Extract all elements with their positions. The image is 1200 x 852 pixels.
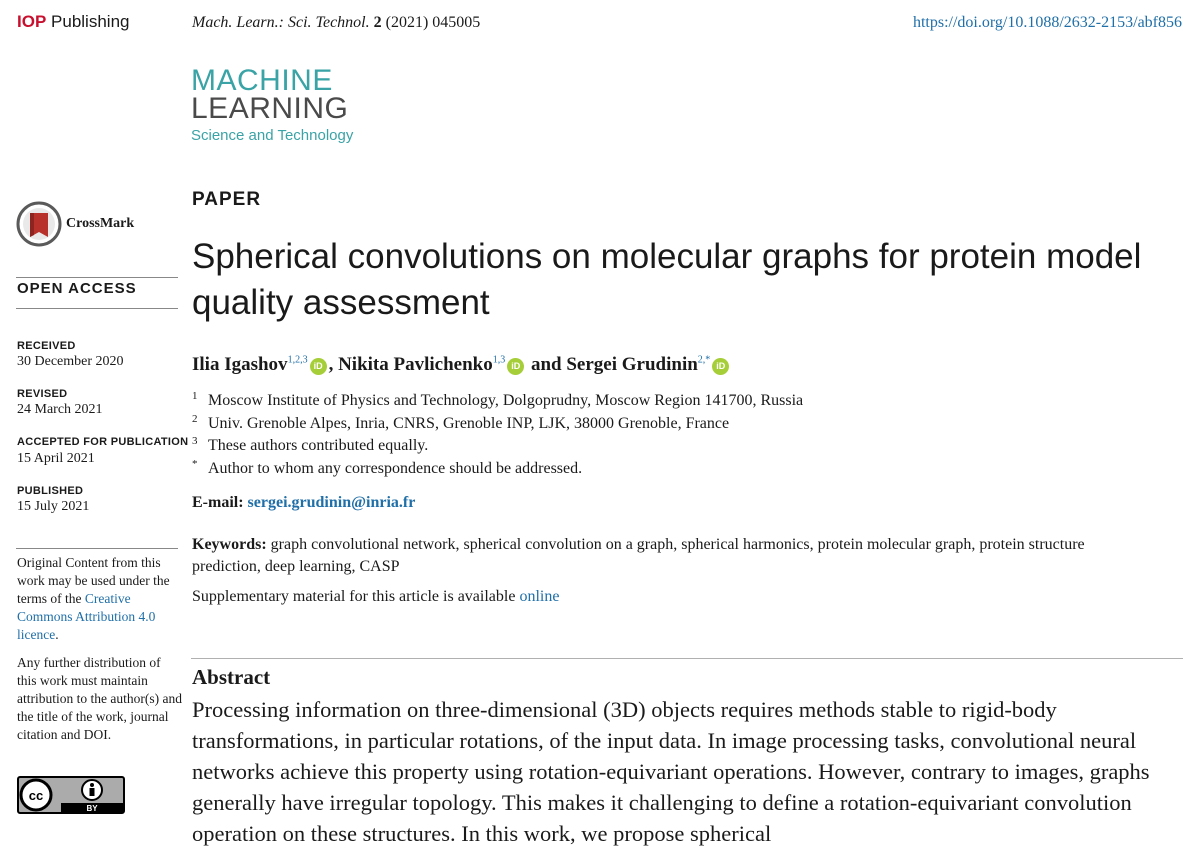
supplementary-text: Supplementary material for this article is available: [192, 588, 516, 605]
sidebar-divider-oa: [16, 308, 178, 309]
abstract-heading: Abstract: [192, 665, 271, 689]
author-separator: ,: [328, 354, 339, 375]
cc-badge-by-text: BY: [86, 804, 98, 813]
author-separator: and: [526, 354, 567, 375]
author-name[interactable]: Sergei Grudinin: [566, 354, 698, 375]
cc-by-icon: [17, 776, 125, 814]
keywords: [192, 534, 1152, 578]
journal-logo-line1: MACHINE: [191, 64, 333, 97]
supplementary-note: [192, 588, 559, 606]
author-list: [192, 354, 731, 376]
author-name[interactable]: Ilia Igashov: [192, 354, 288, 375]
revised-label: REVISED: [17, 388, 68, 400]
journal-logo-line2: LEARNING: [191, 92, 349, 125]
doi-link[interactable]: https://doi.org/10.1088/2632-2153/abf856: [912, 14, 1182, 31]
affiliation-text: These authors contributed equally.: [208, 437, 429, 454]
sidebar-divider-top: [16, 277, 178, 278]
affiliation-mark: 1: [192, 390, 198, 402]
email-line: [192, 494, 415, 512]
cc-badge-cc-text: cc: [28, 788, 44, 803]
distribution-paragraph: Any further distribution of this work must maintain attribution to the author(s) and the title of the work, journal citation and DOI.: [17, 655, 182, 742]
published-label: PUBLISHED: [17, 485, 84, 497]
orcid-icon[interactable]: iD: [712, 358, 729, 375]
email-label: E-mail:: [192, 494, 244, 511]
revised-date: 24 March 2021: [17, 402, 103, 417]
journal-logo[interactable]: [191, 66, 353, 143]
affiliation-mark: 2: [192, 413, 198, 425]
cc-by-badge[interactable]: [17, 776, 125, 819]
journal-reference: [192, 14, 480, 32]
license-text: Original Content from this work may be used under the terms of the: [17, 555, 170, 606]
publisher-brand: IOP: [17, 12, 47, 31]
author-name[interactable]: Nikita Pavlichenko: [338, 354, 493, 375]
journal-volume: 2: [373, 14, 382, 31]
paper-title: Spherical convolutions on molecular graphs for protein model quality assessment: [192, 237, 1142, 322]
affiliation-1: [192, 390, 803, 410]
received-label: RECEIVED: [17, 340, 76, 352]
author-affiliation-marks: 2,*: [697, 354, 711, 366]
license-text-end: .: [55, 627, 59, 642]
affiliation-mark: 3: [192, 435, 198, 447]
author-affiliation-marks: 1,3: [492, 354, 506, 366]
license-link[interactable]: Creative Commons Attribution 4.0 licence: [17, 591, 156, 642]
received-date: 30 December 2020: [17, 354, 124, 369]
accepted-label: ACCEPTED FOR PUBLICATION: [17, 436, 189, 448]
published-date: 15 July 2021: [17, 499, 90, 514]
journal-year-article: (2021) 045005: [385, 14, 481, 31]
sidebar-divider-license: [16, 548, 178, 549]
affiliation-text: Author to whom any correspondence should be addressed.: [208, 460, 583, 477]
crossmark-label: CrossMark: [66, 216, 135, 231]
affiliation-text: Moscow Institute of Physics and Technology, Dolgoprudny, Moscow Region 141700, Russia: [208, 392, 804, 409]
crossmark-icon: [16, 201, 62, 247]
license-paragraph: [17, 554, 182, 644]
affiliation-mark: *: [192, 458, 198, 470]
journal-logo-line3: Science and Technology: [191, 127, 354, 144]
orcid-icon[interactable]: iD: [507, 358, 524, 375]
keywords-text: graph convolutional network, spherical convolution on a graph, spherical harmonics, protein molecular graph, protein structure prediction, deep learning, CASP: [192, 536, 1085, 575]
supplementary-link[interactable]: online: [519, 588, 560, 605]
accepted-date: 15 April 2021: [17, 451, 95, 466]
affiliation-3: [192, 435, 428, 455]
affiliation-2: [192, 413, 729, 433]
author-affiliation-marks: 1,2,3: [287, 354, 308, 366]
abstract-divider: [191, 658, 1183, 659]
affiliation-4: [192, 458, 582, 478]
email-link[interactable]: sergei.grudinin@inria.fr: [247, 494, 416, 511]
crossmark-badge[interactable]: [16, 201, 134, 247]
keywords-label: Keywords:: [192, 536, 267, 553]
article-type: PAPER: [192, 189, 262, 210]
open-access-label: OPEN ACCESS: [17, 280, 137, 297]
abstract-text: Processing information on three-dimensional (3D) objects requires methods stable to rigid-body transformations, in particular rotations, of the input data. In image processing tasks, convolutional neural networks achieve this property using rotation-equivariant operations. However, contrary to images, graphs generally have irregular topology. This makes it challenging to define a rotation-equivariant convolution operation on these structures. In this work, we propose spherical: [192, 697, 1150, 846]
publisher-name: Publishing: [51, 12, 130, 31]
affiliation-text: Univ. Grenoble Alpes, Inria, CNRS, Grenoble INP, LJK, 38000 Grenoble, France: [208, 415, 730, 432]
journal-abbrev: Mach. Learn.: Sci. Technol.: [192, 14, 370, 31]
orcid-icon[interactable]: iD: [310, 358, 327, 375]
publisher-logo: [17, 12, 129, 32]
